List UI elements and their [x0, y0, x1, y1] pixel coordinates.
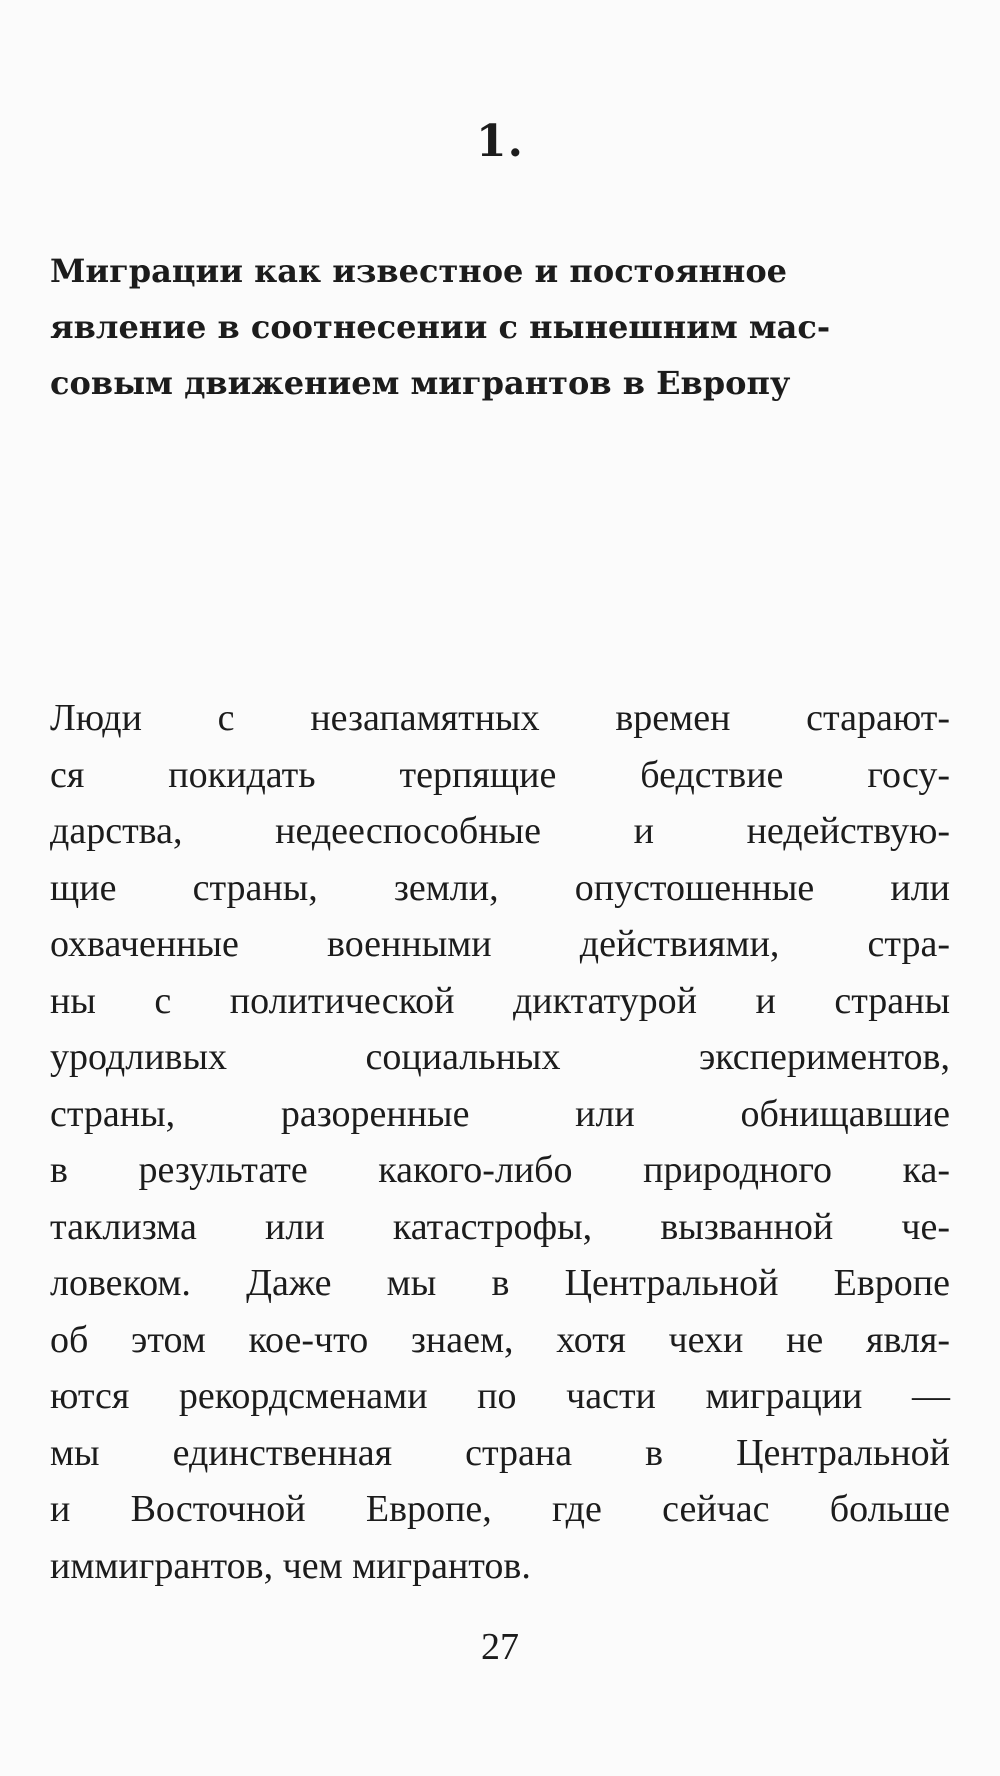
body-paragraph: [50, 690, 950, 1594]
paragraph-line: страны, разоренные или обнищавшие: [50, 1092, 950, 1135]
chapter-title-line: Миграции как известное и постоянное: [50, 252, 788, 290]
chapter-title-line: совым движением мигрантов в Европу: [50, 364, 791, 402]
paragraph-line: об этом кое-что знаем, хотя чехи не явля-: [50, 1318, 950, 1361]
paragraph-line: ловеком. Даже мы в Центральной Европе: [50, 1262, 950, 1304]
paragraph-line: мы единственная страна в Центральной: [50, 1431, 950, 1474]
paragraph-line: Люди с незапамятных времен старают-: [50, 697, 950, 739]
chapter-title-line: явление в соотнесении с нынешним мас-: [50, 308, 831, 346]
paragraph-line: дарства, недееспособные и недействую-: [50, 810, 950, 852]
paragraph-line: ны с политической диктатурой и страны: [50, 979, 950, 1022]
paragraph-line: таклизма или катастрофы, вызванной че-: [50, 1205, 950, 1248]
chapter-number: 1.: [476, 116, 524, 167]
paragraph-line: ся покидать терпящие бедствие госу-: [50, 753, 950, 796]
chapter-title: [50, 243, 950, 411]
paragraph-line: ются рекордсменами по части миграции —: [50, 1375, 950, 1417]
paragraph-line: иммигрантов, чем мигрантов.: [50, 1544, 531, 1587]
paragraph-line: охваченные военными действиями, стра-: [50, 923, 950, 965]
paragraph-line: и Восточной Европе, где сейчас больше: [50, 1488, 950, 1530]
page-number: 27: [481, 1626, 519, 1668]
paragraph-line: уродливых социальных экспериментов,: [50, 1036, 950, 1078]
paragraph-line: щие страны, земли, опустошенные или: [50, 866, 950, 909]
paragraph-line: в результате какого-либо природного ка-: [50, 1149, 950, 1191]
